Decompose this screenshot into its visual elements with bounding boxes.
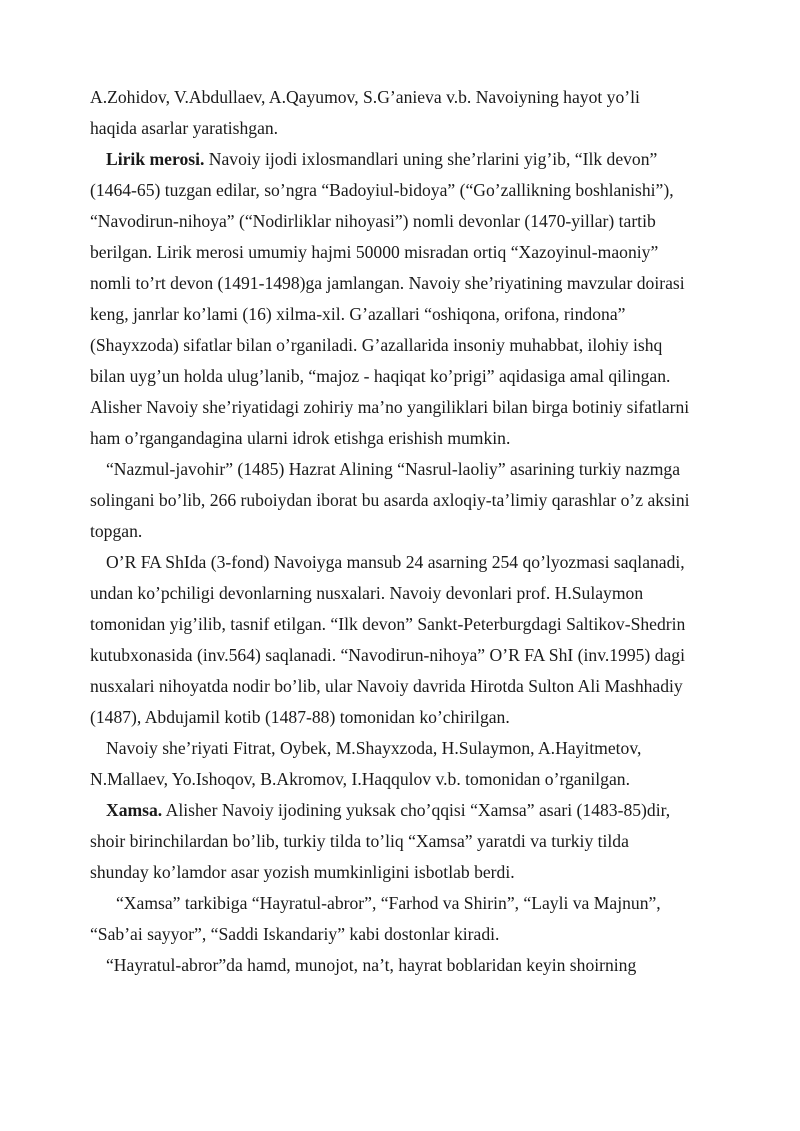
text-line: “Nazmul-javohir” (1485) Hazrat Alining “Nasrul-laoliy” asarining turkiy nazmga <box>106 459 681 479</box>
text-line: berilgan. Lirik merosi umumiy hajmi 50000 misradan ortiq “Xazoyinul-maoniy” <box>90 242 659 262</box>
paragraph-lirik-start <box>90 144 740 175</box>
text-line: “Hayratul-abror”da hamd, munojot, na’t, hayrat boblaridan keyin shoirning <box>106 955 637 975</box>
document-page <box>90 82 740 981</box>
text-line: “Navodirun-nihoya” (“Nodirliklar nihoyasi”) nomli devonlar (1470-yillar) tartib <box>90 211 656 231</box>
text-line: “Sab’ai sayyor”, “Saddi Iskandariy” kabi dostonlar kiradi. <box>90 924 500 944</box>
text-line: A.Zohidov, V.Abdullaev, A.Qayumov, S.G’anieva v.b. Navoiyning hayot yo’li <box>90 87 640 107</box>
section-heading-xamsa: Xamsa. <box>106 800 163 820</box>
text-line: (Shayxzoda) sifatlar bilan o’rganiladi. G’azallarida insoniy muhabbat, ilohiy ishq <box>90 335 663 355</box>
text-line: nusxalari nihoyatda nodir bo’lib, ular Navoiy davrida Hirotda Sulton Ali Mashhadiy <box>90 676 683 696</box>
text-line: shoir birinchilardan bo’lib, turkiy tilda to’liq “Xamsa” yaratdi va turkiy tilda <box>90 831 629 851</box>
text-line: Navoiy she’riyati Fitrat, Oybek, M.Shayxzoda, H.Sulaymon, A.Hayitmetov, <box>106 738 642 758</box>
text-line: tomonidan yig’ilib, tasnif etilgan. “Ilk devon” Sankt-Peterburgdagi Saltikov-Shedrin <box>90 614 686 634</box>
text-line: (1487), Abdujamil kotib (1487-88) tomonidan ko’chirilgan. <box>90 707 510 727</box>
text-run: Alisher Navoiy ijodining yuksak cho’qqisi “Xamsa” asari (1483-85)dir, <box>162 800 671 820</box>
text-line: solingani bo’lib, 266 ruboiydan iborat bu asarda axloqiy-ta’limiy qarashlar o’z aksini <box>90 490 690 510</box>
text-line: ham o’rgangandagina ularni idrok etishga erishish mumkin. <box>90 428 511 448</box>
text-line: kutubxonasida (inv.564) saqlanadi. “Navodirun-nihoya” O’R FA ShI (inv.1995) dagi <box>90 645 685 665</box>
text-line: bilan uyg’un holda ulug’lanib, “majoz - haqiqat ko’prigi” aqidasiga amal qilingan. <box>90 366 671 386</box>
text-line: topgan. <box>90 521 143 541</box>
text-line: Alisher Navoiy she’riyatidagi zohiriy ma’no yangiliklari bilan birga botiniy sifatlarni <box>90 397 690 417</box>
paragraph-xamsa-start <box>90 795 740 826</box>
text-line: (1464-65) tuzgan edilar, so’ngra “Badoyiul-bidoya” (“Go’zallikning boshlanishi”), <box>90 180 674 200</box>
section-heading-lirik: Lirik merosi. <box>106 149 205 169</box>
text-line: N.Mallaev, Yo.Ishoqov, B.Akromov, I.Haqqulov v.b. tomonidan o’rganilgan. <box>90 769 630 789</box>
text-line: haqida asarlar yaratishgan. <box>90 118 279 138</box>
text-line: shunday ko’lamdor asar yozish mumkinligini isbotlab berdi. <box>90 862 515 882</box>
text-line: undan ko’pchiligi devonlarning nusxalari. Navoiy devonlari prof. H.Sulaymon <box>90 583 644 603</box>
text-run: Navoiy ijodi ixlosmandlari uning she’rlarini yig’ib, “Ilk devon” <box>204 149 658 169</box>
text-line: nomli to’rt devon (1491-1498)ga jamlangan. Navoiy she’riyatining mavzular doirasi <box>90 273 685 293</box>
text-line: “Xamsa” tarkibiga “Hayratul-abror”, “Farhod va Shirin”, “Layli va Majnun”, <box>116 893 661 913</box>
text-line: keng, janrlar ko’lami (16) xilma-xil. G’azallari “oshiqona, orifona, rindona” <box>90 304 626 324</box>
text-line: O’R FA ShIda (3-fond) Navoiyga mansub 24 asarning 254 qo’lyozmasi saqlanadi, <box>106 552 685 572</box>
